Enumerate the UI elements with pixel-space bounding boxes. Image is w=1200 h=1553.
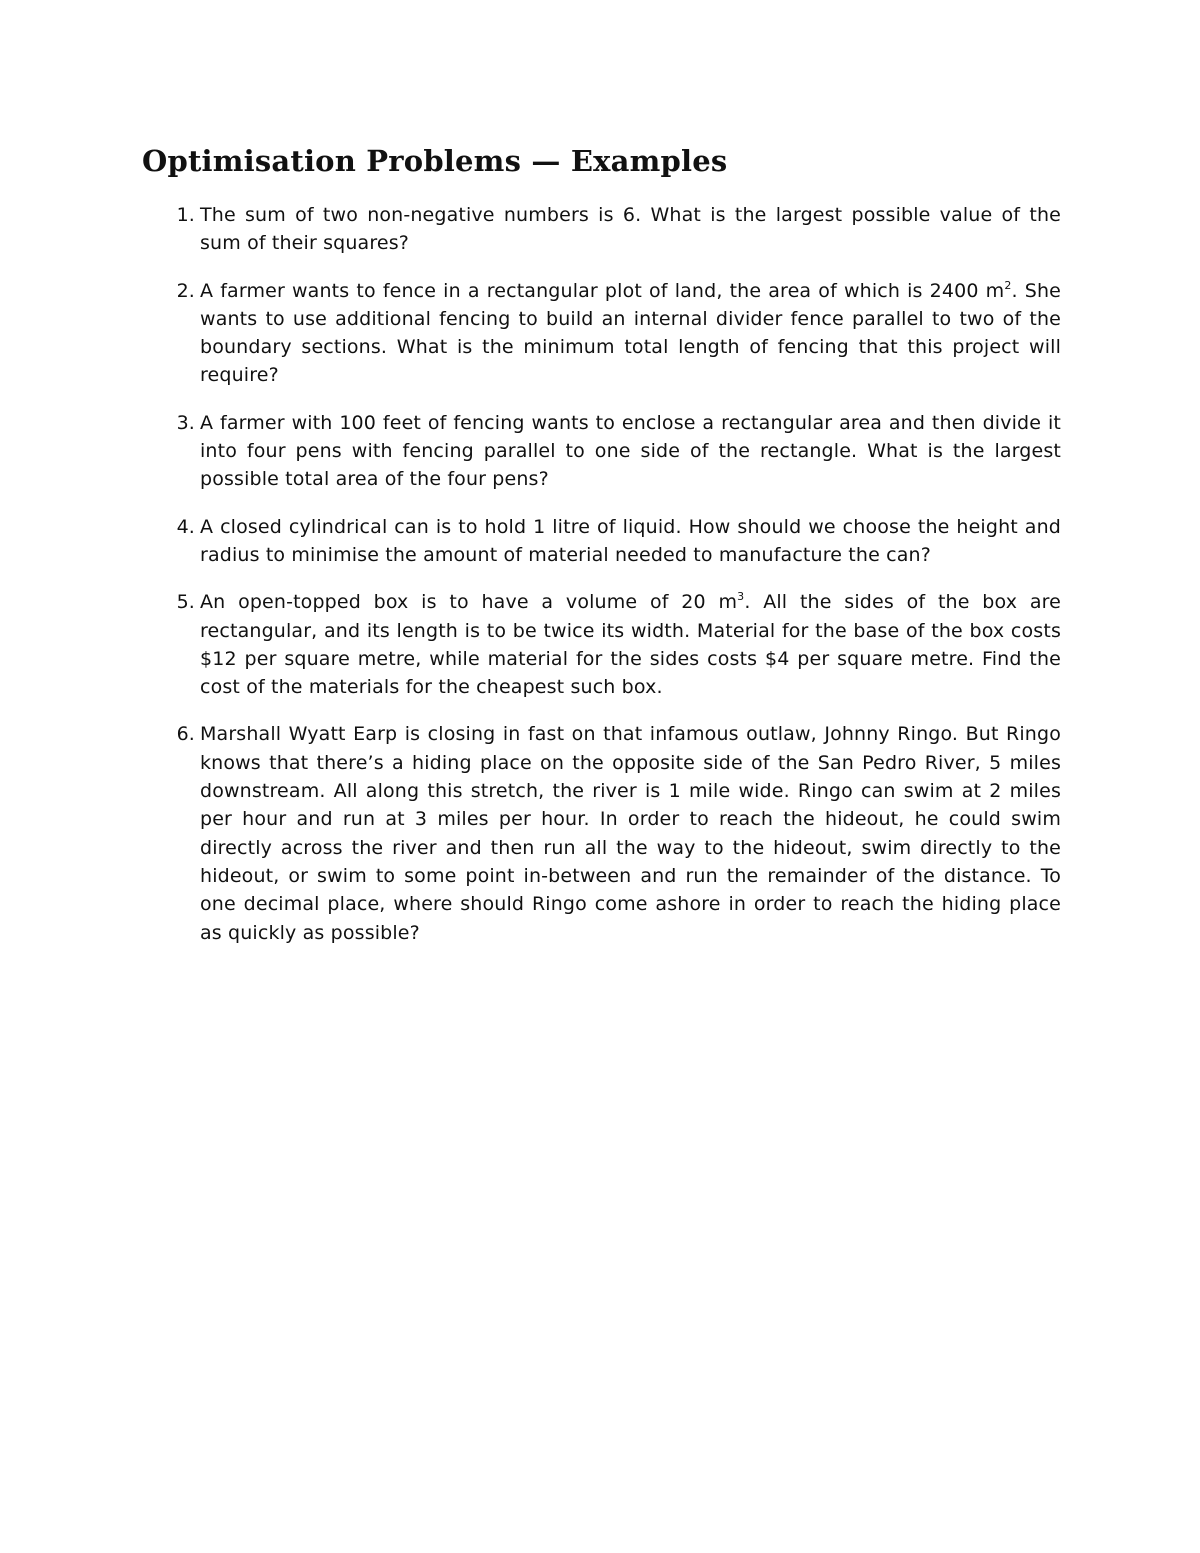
problem-item (163, 720, 1061, 946)
problem-text-end: . All the sides of the box are rectangular, and its length is to be twice its width. Material for the base of the box costs $12 per square metre, while material for the sides costs $4 per square metre. Find the cost of the materials for the cheapest such box. (200, 591, 1062, 699)
problem-number: 6. (176, 723, 195, 746)
problem-number: 5. (176, 591, 195, 614)
problem-text: A closed cylindrical can is to hold 1 litre of liquid. How should we choose the height and radius to minimise the amount of material needed to manufacture the can? (200, 515, 1061, 566)
problem-number: 1. (176, 204, 195, 226)
area-exponent: 2 (1004, 278, 1012, 292)
problem-text (200, 280, 1061, 387)
problem-text-start: A farmer wants to fence in a rectangular plot of land, the area of which is 2400 m (200, 279, 1005, 302)
problem-text-end: . She wants to use additional fencing to build an internal divider fence parallel to two of the boundary sections. What is the minimum total length of fencing that this project will require? (200, 279, 1062, 387)
problem-item (163, 513, 1061, 570)
problem-number: 4. (176, 515, 195, 538)
problem-text (200, 591, 1061, 698)
problem-text: A farmer with 100 feet of fencing wants to enclose a rectangular area and then divide it into four pens with fencing parallel to one side of the rectangle. What is the largest possible total area of the four pens? (200, 411, 1061, 491)
problem-item (163, 277, 1061, 390)
page-title: Optimisation Problems — Examples (142, 144, 728, 178)
problem-item (163, 201, 1061, 258)
problem-text: The sum of two non-negative numbers is 6. What is the largest possible value of the sum of their squares? (200, 204, 1061, 255)
problem-text-start: An open-topped box is to have a volume of 20 m (200, 591, 738, 614)
problem-list (163, 201, 1061, 966)
problem-item (163, 409, 1061, 494)
problem-number: 2. (176, 279, 195, 302)
problem-text: Marshall Wyatt Earp is closing in fast on that infamous outlaw, Johnny Ringo. But Ringo knows that there’s a hiding place on the opposite side of the San Pedro River, 5 miles downstream. All along this stretch, the river is 1 mile wide. Ringo can swim at 2 miles per hour and run at 3 miles per hour. In order to reach the hideout, he could swim directly across the river and then run all the way to the hideout, swim directly to the hideout, or swim to some point in-between and run the remainder of the distance. To one decimal place, where should Ringo come ashore in order to reach the hiding place as quickly as possible? (200, 723, 1061, 944)
problem-number: 3. (176, 411, 195, 434)
volume-exponent: 3 (737, 590, 745, 604)
problem-item (163, 588, 1061, 701)
